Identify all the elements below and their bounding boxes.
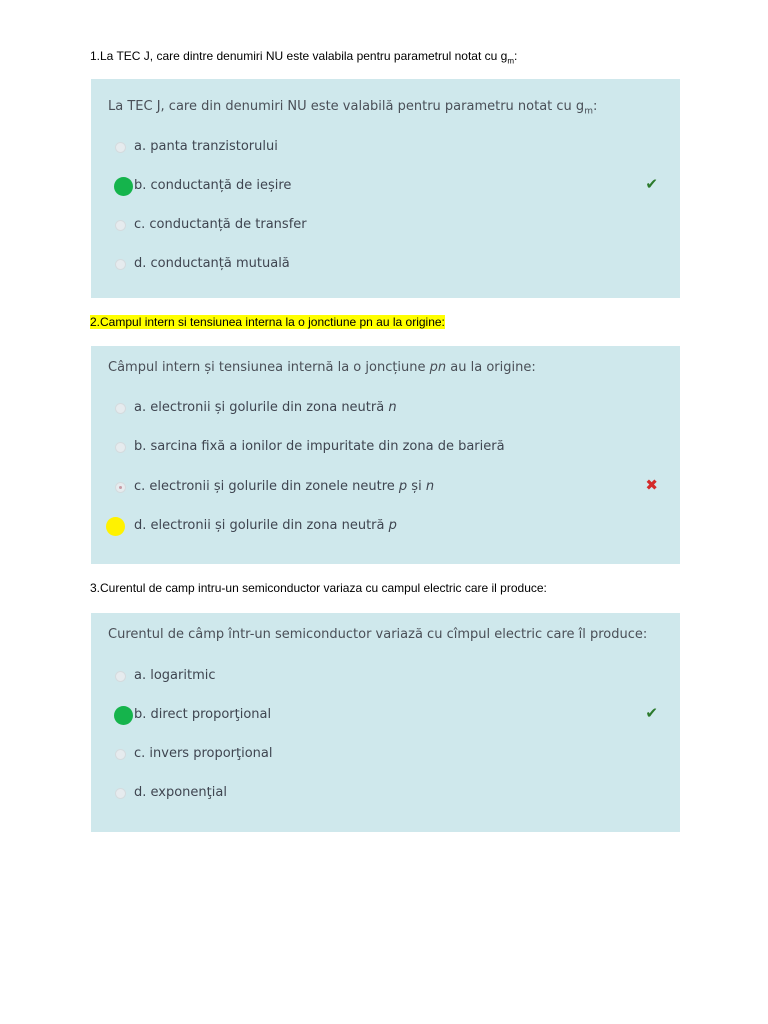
question-2-panel [91,346,680,564]
option-label: b. conductanță de ieșire [134,178,292,193]
q2-option-b[interactable] [91,436,680,460]
question-3-panel [91,613,680,832]
radio-button-highlighted[interactable] [106,517,125,536]
q1-option-b[interactable] [91,175,680,199]
q1-option-a[interactable] [91,136,680,160]
radio-button[interactable] [115,671,126,682]
radio-button-selected[interactable] [114,706,133,725]
question-2-prompt: Câmpul intern și tensiunea internă la o joncțiune pn au la origine: [108,360,536,375]
q2-option-c[interactable] [91,476,680,500]
radio-button-selected[interactable] [115,482,126,493]
cross-icon: ✖ [645,476,658,494]
radio-button[interactable] [115,788,126,799]
check-icon: ✔ [645,704,658,722]
option-label: c. invers proporţional [134,746,273,761]
question-2-heading: 2.Campul intern si tensiunea interna la o jonctiune pn au la origine: [90,315,445,329]
radio-button[interactable] [115,442,126,453]
option-label: b. sarcina fixă a ionilor de impuritate din zona de barieră [134,439,505,454]
question-1-prompt: La TEC J, care din denumiri NU este valabilă pentru parametru notat cu $g_m$: [108,99,598,117]
radio-button[interactable] [115,749,126,760]
q3-option-c[interactable] [91,743,680,767]
question-1-panel [91,79,680,298]
option-label: b. direct proporţional [134,707,272,722]
q1-option-d[interactable] [91,253,680,277]
radio-button[interactable] [115,259,126,270]
q3-option-a[interactable] [91,665,680,689]
q2-option-d[interactable] [91,515,680,539]
question-1-heading: 1.La TEC J, care dintre denumiri NU este valabila pentru parametrul notat cu $g_m$: [90,49,518,66]
option-label: d. exponenţial [134,785,227,800]
option-label: d. electronii și golurile din zona neutră p [134,518,397,533]
radio-button-selected[interactable] [114,177,133,196]
q1-option-c[interactable] [91,214,680,238]
radio-button[interactable] [115,142,126,153]
q3-option-b[interactable] [91,704,680,728]
check-icon: ✔ [645,175,658,193]
option-label: c. electronii și golurile din zonele neutre p și n [134,479,435,494]
q3-option-d[interactable] [91,782,680,806]
option-label: a. panta tranzistorului [134,139,278,154]
question-3-heading: 3.Curentul de camp intru-un semiconductor variaza cu campul electric care il produce: [90,581,547,595]
question-3-prompt: Curentul de câmp într-un semiconductor variază cu cîmpul electric care îl produce: [108,627,648,642]
option-label: a. electronii și golurile din zona neutră n [134,400,397,415]
option-label: d. conductanță mutuală [134,256,290,271]
q2-option-a[interactable] [91,397,680,421]
option-label: a. logaritmic [134,668,216,683]
option-label: c. conductanță de transfer [134,217,307,232]
radio-button[interactable] [115,403,126,414]
radio-button[interactable] [115,220,126,231]
